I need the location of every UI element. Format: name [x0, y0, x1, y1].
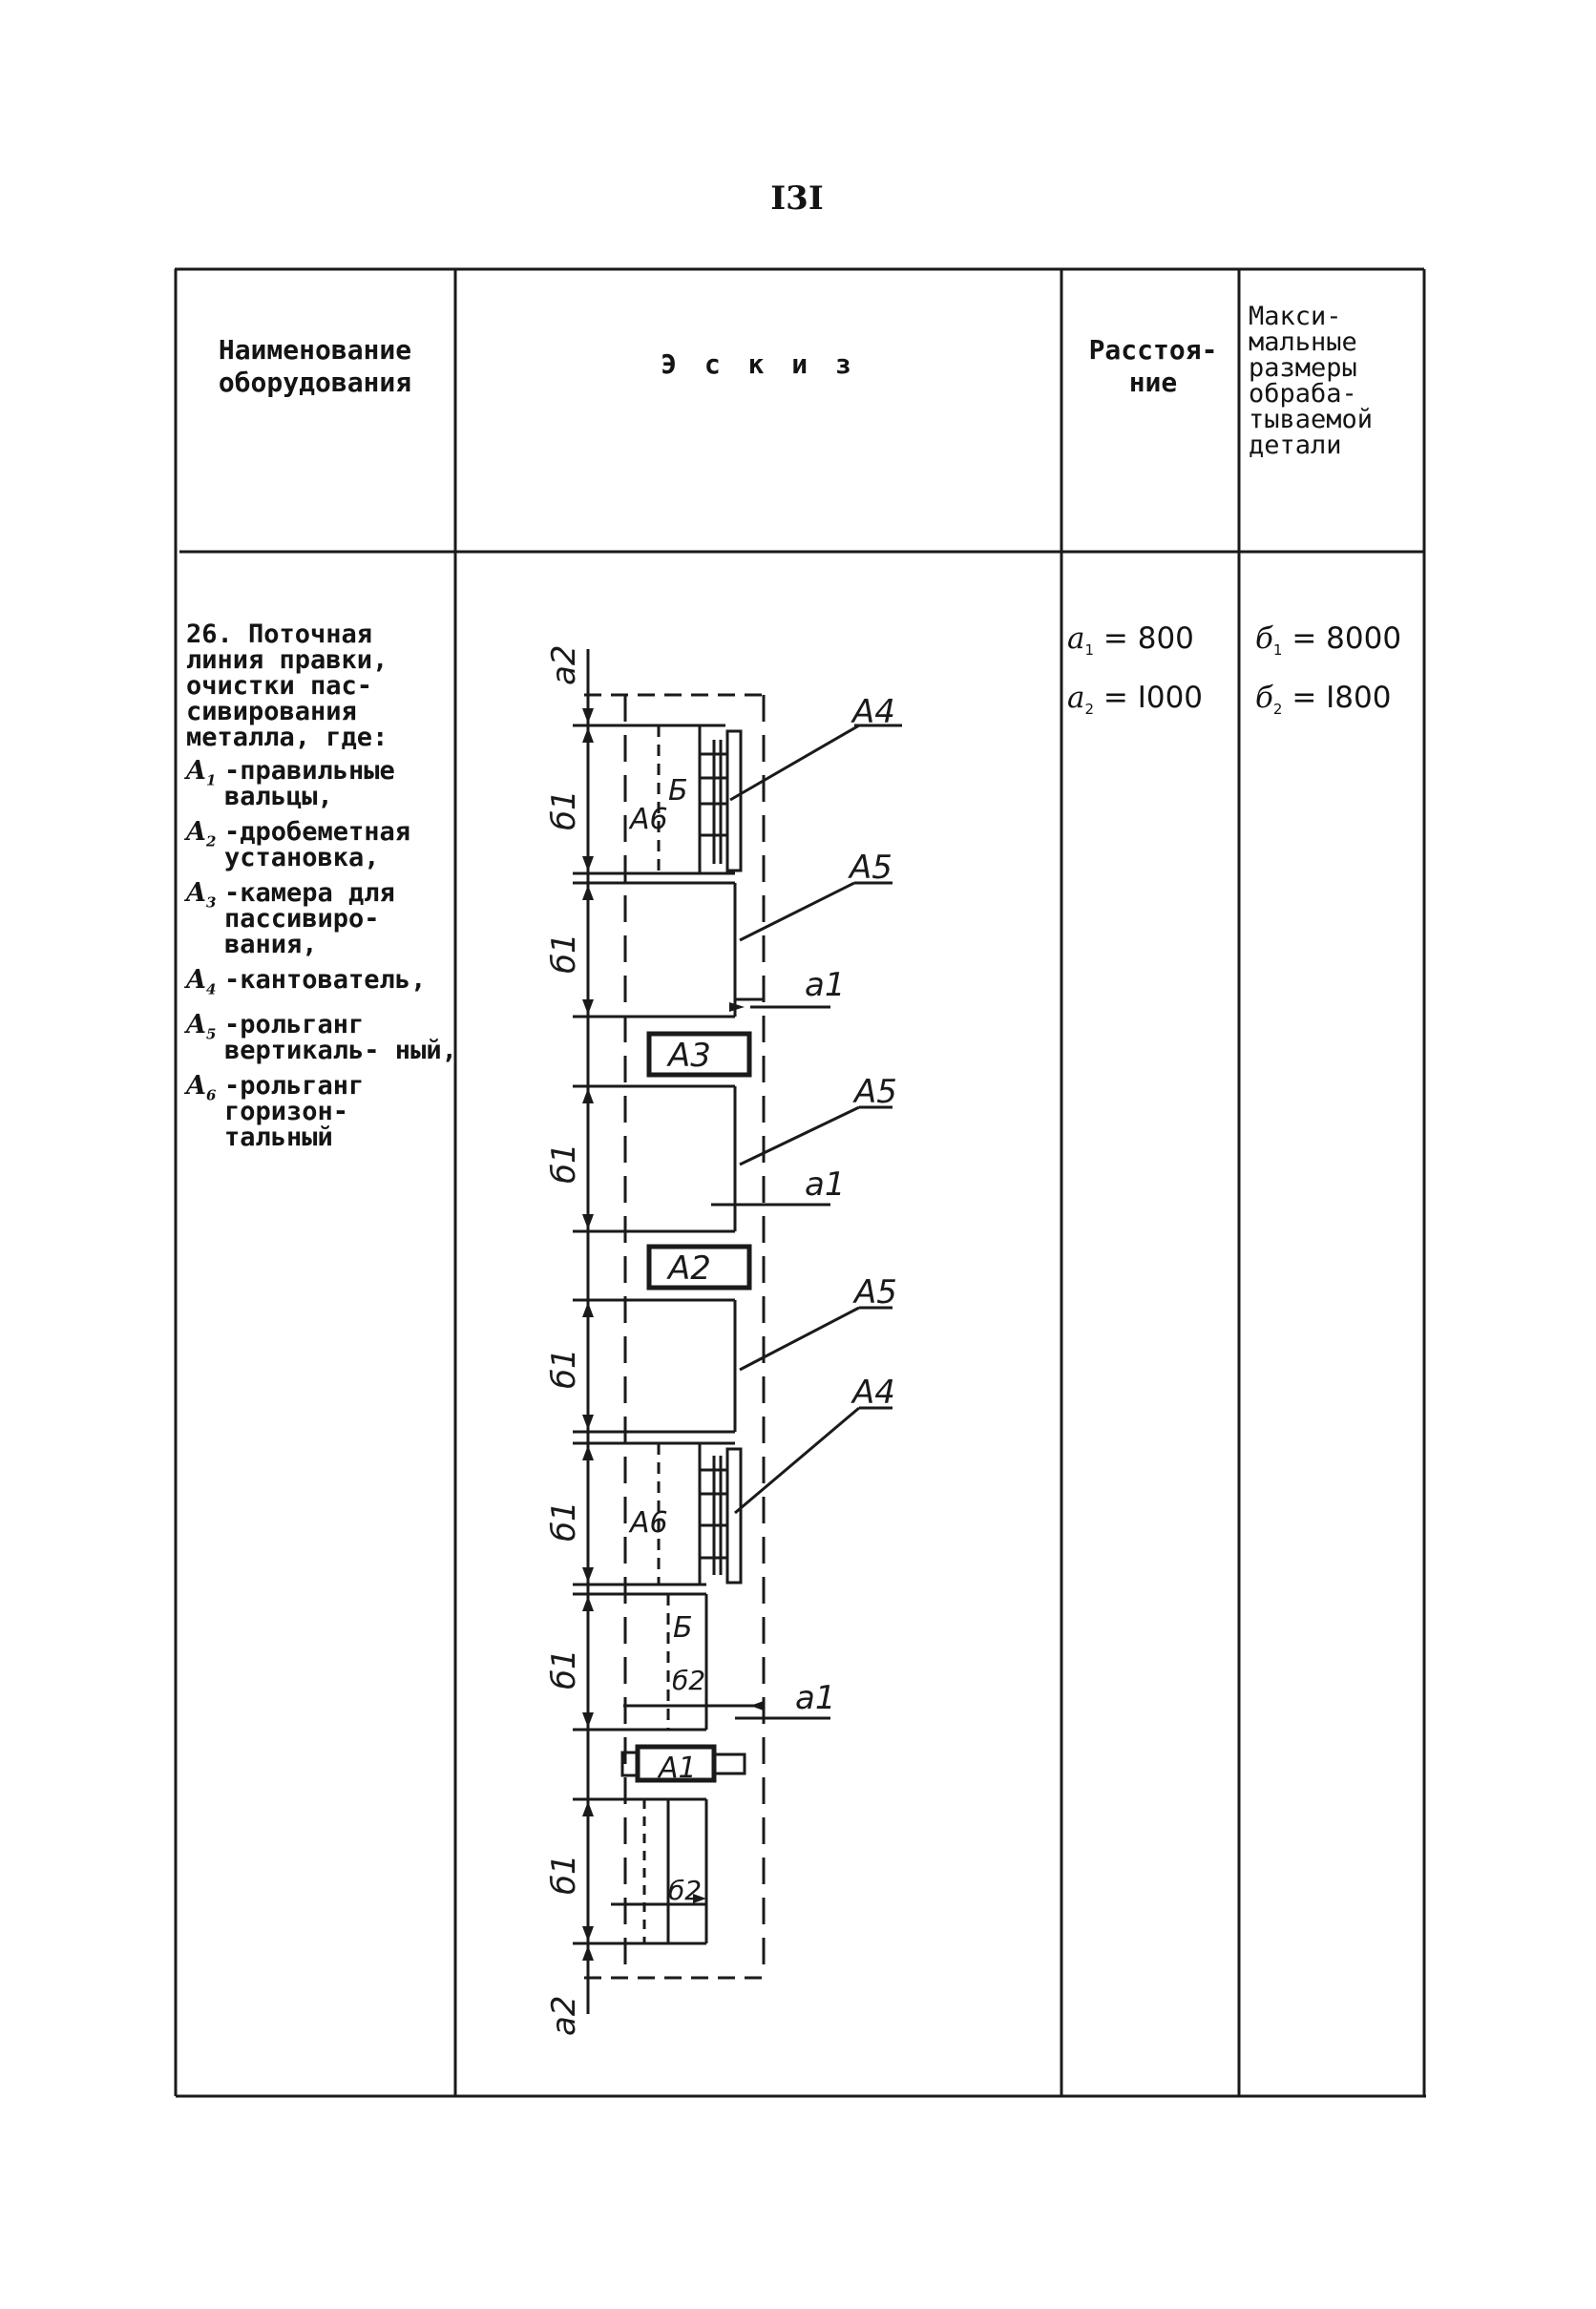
label-b1-3: б1: [545, 1143, 583, 1184]
label-a1-machine: A1: [659, 1752, 697, 1785]
label-b1-1: б1: [545, 789, 583, 830]
label-a6-1: A6: [630, 803, 668, 836]
legend-item: $A_2$ -дробеметная установка,: [186, 817, 411, 872]
label-a3: A3: [668, 1037, 711, 1075]
header-equipment: Наименование оборудования: [218, 334, 412, 398]
legend-item: $A_4$ -кантователь,: [186, 965, 427, 998]
header-max-size: Макси- мальные размеры обраба- тываемой детали: [1249, 302, 1374, 460]
header-distance: Расстоя- ние: [1088, 334, 1218, 398]
label-a6-2: A6: [630, 1506, 668, 1540]
legend-item: $A_6$ -рольганг горизон- тальный: [186, 1071, 365, 1153]
label-b-1: Б: [668, 774, 688, 808]
distance-a2: $a_2 = I000$: [1067, 681, 1204, 719]
label-b-2: Б: [673, 1611, 693, 1645]
label-a1-3: a1: [795, 1679, 836, 1717]
label-a1-2: a1: [805, 1165, 846, 1204]
header-sketch: Э с к и з: [661, 348, 857, 380]
max-size-b1: $б_1 = 8000$: [1255, 621, 1402, 660]
label-b1-2: б1: [545, 933, 583, 974]
label-a2-bottom: a2: [545, 1995, 583, 2036]
label-b1-4: б1: [545, 1348, 583, 1389]
label-b1-5: б1: [545, 1501, 583, 1542]
legend-item: $A_5$ -рольганг вертикаль- ный,: [186, 1010, 457, 1066]
legend-item: $A_3$ -камера для пассивиро- вания,: [186, 878, 395, 959]
label-a5-1: A5: [850, 849, 892, 887]
distance-a1: $a_1 = 800$: [1067, 621, 1194, 660]
label-a2: A2: [668, 1249, 711, 1288]
label-a4-bottom: A4: [852, 1374, 895, 1412]
label-b1-7: б1: [545, 1854, 583, 1895]
label-b2-2: б2: [668, 1875, 703, 1906]
label-a5-2: A5: [854, 1073, 897, 1111]
page-number: I3I: [770, 179, 824, 218]
label-a2-top: a2: [545, 644, 583, 685]
label-a1-1: a1: [805, 966, 846, 1004]
max-size-b2: $б_2 = I800$: [1255, 681, 1392, 719]
label-b2-1: б2: [672, 1665, 706, 1696]
item-title: 26. Поточная линия правки, очистки пас- сивирования металла, где:: [186, 619, 388, 752]
label-a4-top: A4: [852, 693, 895, 731]
label-a5-3: A5: [854, 1273, 897, 1312]
label-b1-6: б1: [545, 1648, 583, 1690]
legend-item: $A_1$ -правильные вальцы,: [186, 756, 395, 811]
